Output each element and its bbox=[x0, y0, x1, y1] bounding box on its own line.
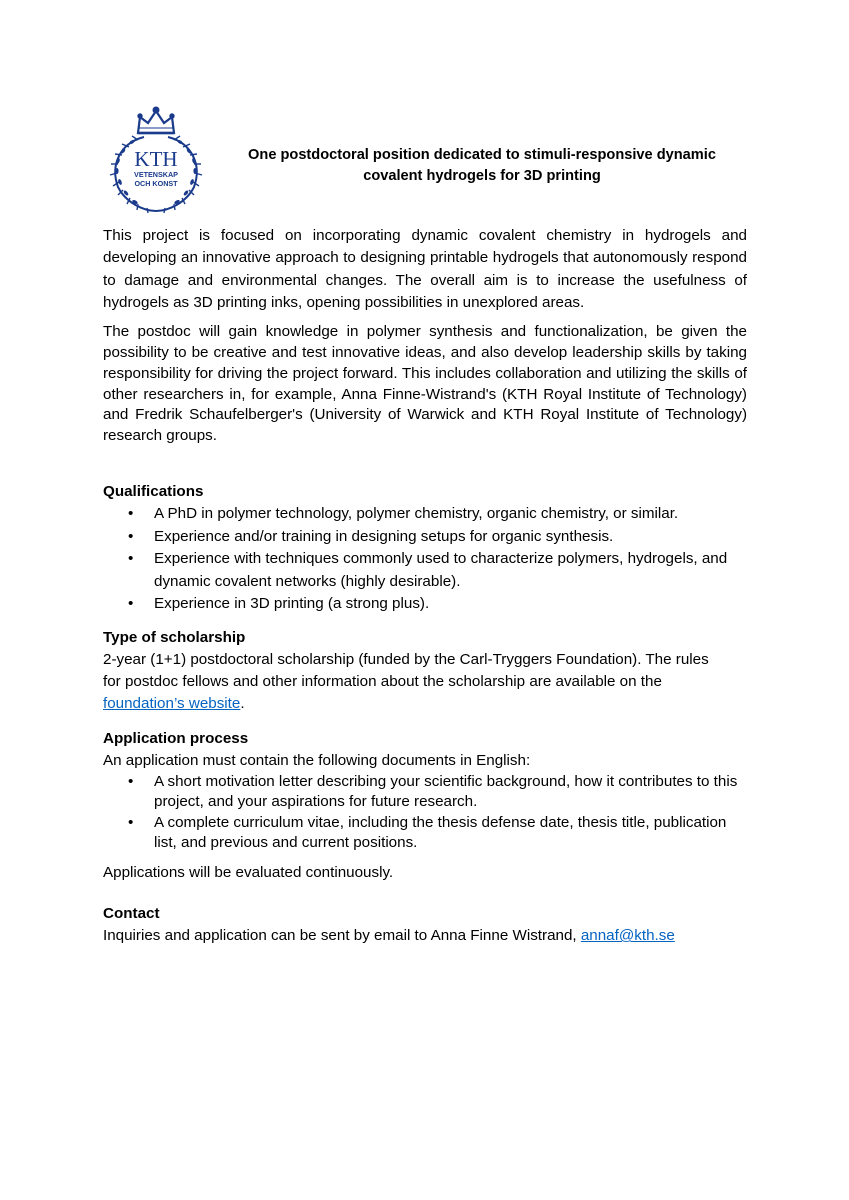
postdoc-paragraph: The postdoc will gain knowledge in polymer synthesis and functionalization, be given the possibility to be creative and test innovative ideas, and also develop leadership skills by taking responsibility for driving the project forward. This includes collaboration and utilizing the skills of other researchers in, for example, Anna Finne-Wistrand's (KTH Royal Institute of Technology) and Fredrik Schaufelberger's (University of Warwick and KTH Royal Institute of Technology) research groups. bbox=[103, 323, 747, 445]
application-list bbox=[103, 772, 747, 854]
list-item: • A PhD in polymer technology, polymer chemistry, organic chemistry, or similar. bbox=[103, 503, 747, 526]
scholarship-paragraph: 2-year (1+1) postdoctoral scholarship (funded by the Carl-Tryggers Foundation). The rules for postdoc fellows and other information about the scholarship are available on the foundation’s website. bbox=[103, 650, 709, 713]
svg-text:KTH: KTH bbox=[134, 147, 178, 171]
list-item: • A complete curriculum vitae, including the thesis defense date, thesis title, publication list, and previous and current positions. bbox=[128, 813, 727, 852]
bullet-icon: • bbox=[128, 550, 134, 568]
foundation-website-link[interactable]: foundation’s website bbox=[103, 695, 241, 713]
svg-text:OCH KONST: OCH KONST bbox=[134, 179, 178, 188]
scholarship-heading: Type of scholarship bbox=[103, 628, 246, 646]
svg-text:VETENSKAP: VETENSKAP bbox=[134, 170, 178, 179]
application-heading: Application process bbox=[103, 729, 249, 747]
contact-email-link[interactable]: annaf@kth.se bbox=[580, 927, 675, 945]
bullet-icon: • bbox=[128, 772, 134, 790]
list-item: • Experience and/or training in designing setups for organic synthesis. bbox=[103, 526, 747, 549]
title-line-2: covalent hydrogels for 3D printing bbox=[363, 168, 601, 184]
qualifications-list bbox=[103, 503, 747, 616]
kth-logo bbox=[104, 103, 208, 215]
list-item: • Experience with techniques commonly used to characterize polymers, hydrogels, and dynamic covalent networks (highly desirable). bbox=[128, 550, 728, 590]
bullet-icon: • bbox=[128, 813, 134, 831]
kth-crest-icon bbox=[104, 103, 208, 215]
bullet-icon: • bbox=[128, 595, 134, 613]
contact-paragraph: Inquiries and application can be sent by email to Anna Finne Wistrand, annaf@kth.se bbox=[103, 927, 675, 945]
bullet-icon: • bbox=[128, 527, 134, 545]
document-body bbox=[103, 225, 747, 947]
title-line-1: One postdoctoral position dedicated to stimuli-responsive dynamic bbox=[248, 147, 716, 163]
intro-paragraph: This project is focused on incorporating dynamic covalent chemistry in hydrogels and developing an innovative approach to designing printable hydrogels that autonomously respond to damage and environmental changes. The overall aim is to increase the usefulness of hydrogels as 3D printing inks, opening possibilities in unexplored areas. bbox=[103, 227, 747, 311]
application-intro: An application must contain the following documents in English: bbox=[103, 751, 531, 769]
page-title bbox=[220, 145, 744, 187]
list-item: • Experience in 3D printing (a strong plus). bbox=[103, 593, 747, 616]
application-note: Applications will be evaluated continuously. bbox=[103, 863, 394, 881]
qualifications-heading: Qualifications bbox=[103, 483, 204, 501]
list-item: • A short motivation letter describing your scientific background, how it contributes to this project, and your aspirations for future research. bbox=[128, 772, 738, 811]
bullet-icon: • bbox=[128, 505, 134, 523]
contact-heading: Contact bbox=[103, 905, 160, 923]
